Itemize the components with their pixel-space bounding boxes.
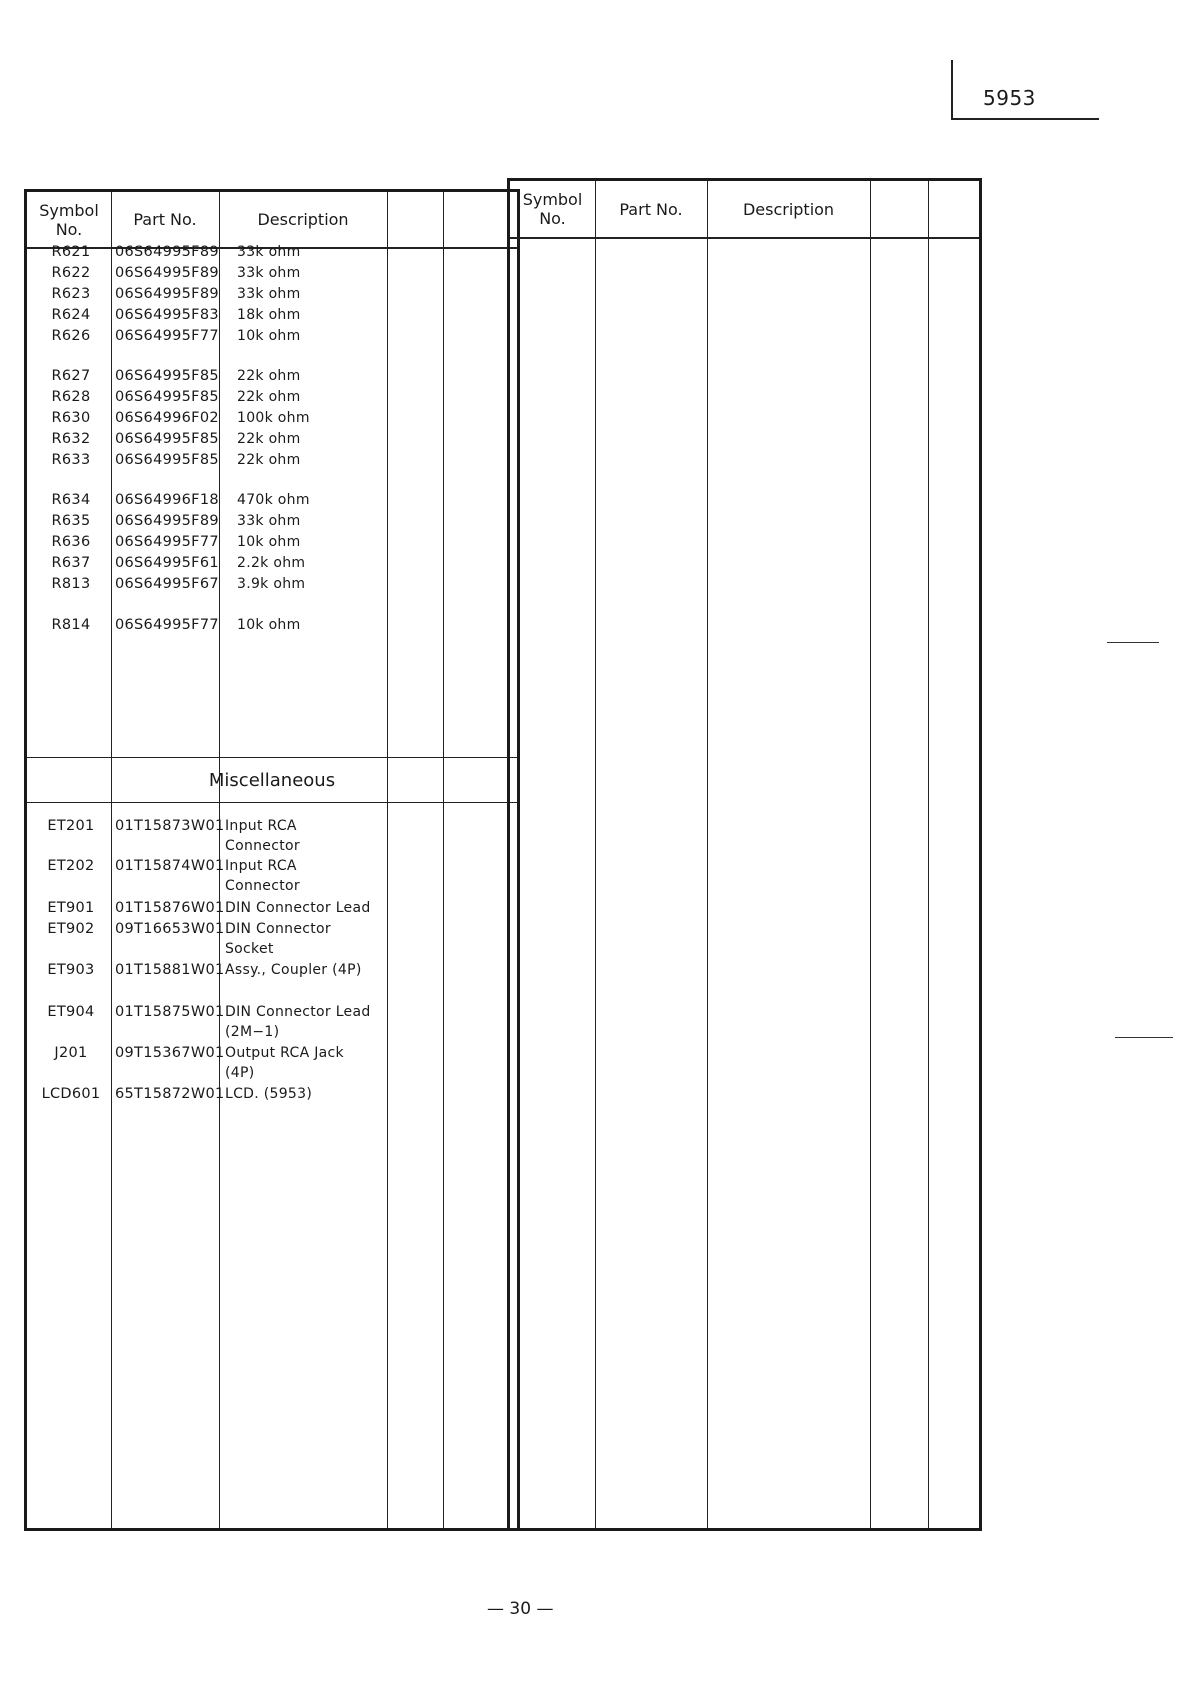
- header-description: Description: [742, 199, 835, 219]
- description-cell: 33k ohm: [237, 513, 301, 529]
- symbol-cell: R635: [51, 513, 91, 529]
- column-divider: [870, 181, 871, 1528]
- part-number-cell: 06S64995F85: [115, 368, 219, 384]
- header-symbol: Symbol No.: [39, 200, 99, 239]
- section-divider: [27, 757, 517, 758]
- symbol-cell: R814: [51, 617, 91, 633]
- symbol-cell: R628: [51, 389, 91, 405]
- description-cell: 2.2k ohm: [237, 555, 306, 571]
- symbol-cell: R626: [51, 328, 91, 344]
- symbol-cell: R813: [51, 576, 91, 592]
- symbol-cell: R622: [51, 265, 91, 281]
- part-number-cell: 06S64995F77: [115, 328, 219, 344]
- scan-mark: [1107, 642, 1159, 643]
- symbol-cell: R633: [51, 452, 91, 468]
- part-number-cell: 06S64995F89: [115, 513, 219, 529]
- description-cell: 10k ohm: [237, 617, 301, 633]
- symbol-cell: R637: [51, 555, 91, 571]
- description-cell: LCD. (5953): [225, 1086, 313, 1102]
- symbol-cell: ET201: [47, 818, 95, 834]
- column-divider: [111, 192, 112, 1528]
- part-number-cell: 06S64996F02: [115, 410, 219, 426]
- symbol-cell: ET901: [47, 900, 95, 916]
- part-number-cell: 06S64995F61: [115, 555, 219, 571]
- description-cell: 100k ohm: [237, 410, 310, 426]
- description-cell: 22k ohm: [237, 368, 301, 384]
- part-number-cell: 09T16653W01: [115, 921, 225, 937]
- part-number-cell: 65T15872W01: [115, 1086, 225, 1102]
- description-cell: Input RCA Connector: [225, 818, 300, 854]
- part-number-cell: 06S64995F89: [115, 265, 219, 281]
- part-number-cell: 01T15873W01: [115, 818, 225, 834]
- part-number-cell: 06S64995F85: [115, 389, 219, 405]
- part-number-cell: 06S64995F77: [115, 534, 219, 550]
- column-divider: [707, 181, 708, 1528]
- description-cell: 470k ohm: [237, 492, 310, 508]
- column-divider: [928, 181, 929, 1528]
- part-number-cell: 06S64995F77: [115, 617, 219, 633]
- column-divider: [387, 192, 388, 1528]
- header-part-no: Part No.: [133, 210, 197, 229]
- part-number-cell: 06S64995F83: [115, 307, 219, 323]
- part-number-cell: 06S64995F85: [115, 431, 219, 447]
- right-parts-table: [507, 178, 982, 1531]
- model-number-box: [951, 60, 1099, 120]
- symbol-cell: R623: [51, 286, 91, 302]
- symbol-cell: ET904: [47, 1004, 95, 1020]
- symbol-cell: R632: [51, 431, 91, 447]
- symbol-cell: LCD601: [41, 1086, 101, 1102]
- description-cell: 10k ohm: [237, 534, 301, 550]
- table-header: [510, 181, 979, 239]
- description-cell: Input RCA Connector: [225, 858, 300, 894]
- description-cell: 22k ohm: [237, 389, 301, 405]
- description-cell: DIN Connector Socket: [225, 921, 331, 957]
- part-number-cell: 06S64995F89: [115, 286, 219, 302]
- part-number-cell: 06S64995F85: [115, 452, 219, 468]
- symbol-cell: J201: [54, 1045, 88, 1061]
- misc-section-title: Miscellaneous: [208, 770, 336, 791]
- left-parts-table: [24, 189, 520, 1531]
- part-number-cell: 01T15881W01: [115, 962, 225, 978]
- part-number-cell: 01T15875W01: [115, 1004, 225, 1020]
- column-divider: [595, 181, 596, 1528]
- section-divider: [27, 802, 517, 803]
- symbol-cell: R630: [51, 410, 91, 426]
- symbol-cell: R636: [51, 534, 91, 550]
- symbol-cell: R634: [51, 492, 91, 508]
- description-cell: 33k ohm: [237, 286, 301, 302]
- column-divider: [443, 192, 444, 1528]
- symbol-cell: R624: [51, 307, 91, 323]
- description-cell: 18k ohm: [237, 307, 301, 323]
- model-number: 5953: [983, 86, 1036, 110]
- description-cell: DIN Connector Lead (2M−1): [225, 1004, 371, 1040]
- symbol-cell: ET202: [47, 858, 95, 874]
- part-number-cell: 06S64995F67: [115, 576, 219, 592]
- symbol-cell: R621: [51, 244, 91, 260]
- description-cell: 22k ohm: [237, 452, 301, 468]
- description-cell: DIN Connector Lead: [225, 900, 371, 916]
- description-cell: 33k ohm: [237, 265, 301, 281]
- description-cell: 33k ohm: [237, 244, 301, 260]
- part-number-cell: 01T15874W01: [115, 858, 225, 874]
- part-number-cell: 01T15876W01: [115, 900, 225, 916]
- description-cell: 3.9k ohm: [237, 576, 306, 592]
- symbol-cell: ET903: [47, 962, 95, 978]
- description-cell: Output RCA Jack (4P): [225, 1045, 344, 1081]
- symbol-cell: R627: [51, 368, 91, 384]
- scan-mark: [1115, 1037, 1173, 1038]
- description-cell: Assy., Coupler (4P): [225, 962, 362, 978]
- symbol-cell: ET902: [47, 921, 95, 937]
- page-number: — 30 —: [487, 1599, 554, 1619]
- part-number-cell: 06S64996F18: [115, 492, 219, 508]
- header-part-no: Part No.: [619, 199, 683, 219]
- part-number-cell: 06S64995F89: [115, 244, 219, 260]
- part-number-cell: 09T15367W01: [115, 1045, 225, 1061]
- description-cell: 22k ohm: [237, 431, 301, 447]
- description-cell: 10k ohm: [237, 328, 301, 344]
- header-symbol: Symbol No.: [522, 190, 583, 228]
- header-description: Description: [257, 210, 349, 229]
